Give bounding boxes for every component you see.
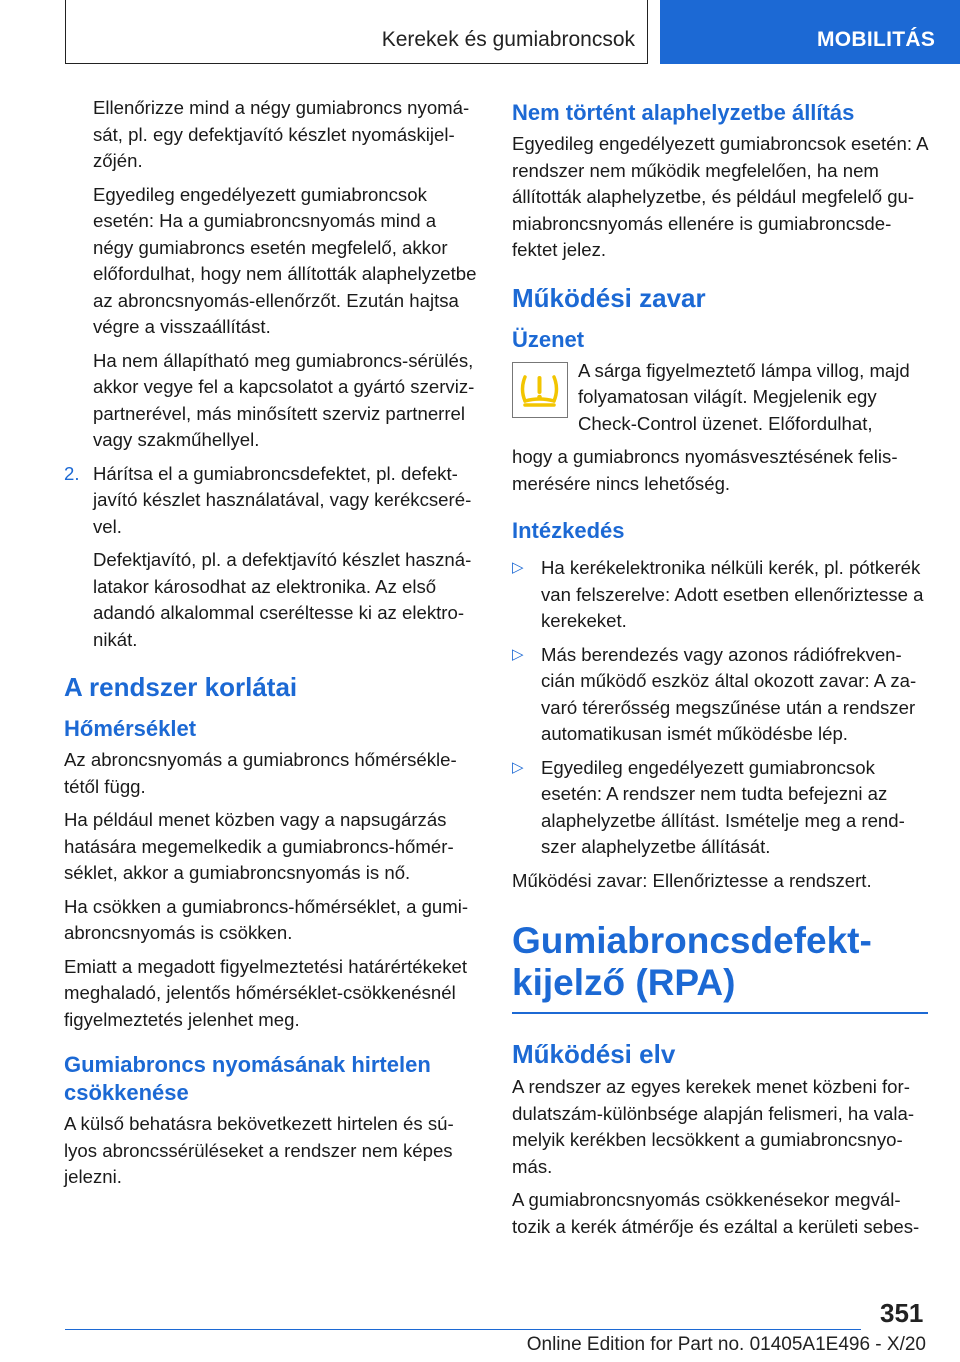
paragraph: Az abroncsnyomás a gumiabroncs hőmérsékletétől függ. <box>64 749 457 797</box>
heading-sudden-pressure-loss: Gumiabroncs nyomásának hirtelen csökkenése <box>64 1052 431 1105</box>
heading-rpa: Gumiabroncsdefekt-kijelző (RPA) <box>512 920 928 1014</box>
warning-text: A sárga figyelmeztető lámpa villog, majd folyamatosan világít. Megjelenik egy Check-Control üzenet. Előfordulhat, <box>578 359 910 434</box>
paragraph: Ellenőrizze mind a négy gumiabroncs nyomását, pl. egy defektjavító készlet nyomáskijelzőjén. <box>93 97 470 171</box>
paragraph: Ha például menet közben vagy a napsugárzás hatására megemelkedik a gumiabroncs-hőmérséklet, akkor a gumiabroncsnyomás is nő. <box>64 809 454 883</box>
heading-temperature: Hőmérséklet <box>64 716 197 741</box>
tire-pressure-warning-icon <box>512 362 568 418</box>
page-number: 351 <box>880 1298 924 1328</box>
triangle-bullet-icon: ▷ <box>512 559 524 576</box>
paragraph: Egyedileg engedélyezett gumiabroncsok esetén: A rendszer nem működik megfelelően, ha nem állították alaphelyzetbe, és például megfelelő gumiabroncsnyomás ellenére is gumiabroncsdefektet jelez. <box>512 133 928 260</box>
header-section-box <box>65 0 648 64</box>
bullet-item <box>512 755 928 861</box>
heading-no-reset: Nem történt alaphelyzetbe állítás <box>512 100 855 125</box>
warning-message-block <box>512 358 928 498</box>
bullet-text: Ha kerékelektronika nélküli kerék, pl. pótkerék van felszerelve: Adott esetben ellenőriztesse a kerekeket. <box>541 557 924 631</box>
page-header <box>0 0 960 66</box>
bullet-text: Egyedileg engedélyezett gumiabroncsok esetén: A rendszer nem tudta befejezni az alaphelyzetbe állítást. Ismételje meg a rendszer alaphelyzetbe állítását. <box>541 756 905 857</box>
paragraph: Ha csökken a gumiabroncs-hőmérséklet, a gumiabroncsnyomás is csökken. <box>64 895 469 943</box>
header-chapter-label: MOBILITÁS <box>817 28 936 51</box>
header-chapter-tab <box>660 0 960 64</box>
bullet-text: Más berendezés vagy azonos rádiófrekvencián működő eszköz által okozott zavar: A zavaró térerősség megszűnése után a rendszer automatikusan ismét működésbe lép. <box>541 643 917 744</box>
paragraph: Defektjavító, pl. a defektjavító készlet használatakor károsodhat az elektronika. Az első adandó alkalommal cseréltesse ki az elektronikát. <box>93 549 472 650</box>
paragraph: Ha nem állapítható meg gumiabroncs-sérülés, akkor vegye fel a kapcsolatot a gyártó szerviz-partnerével, más minősített szerviz partnerrel vagy szakműhellyel. <box>93 349 475 450</box>
warning-text-continued: hogy a gumiabroncs nyomásvesztésének felismerésére nincs lehetőség. <box>512 446 898 494</box>
left-column <box>64 95 478 1198</box>
heading-principle: Működési elv <box>512 1039 676 1069</box>
step-text: Hárítsa el a gumiabroncsdefektet, pl. defektjavító készlet használatával, vagy kerékcserével. <box>93 462 472 537</box>
paragraph: Emiatt a megadott figyelmeztetési határértékeket meghaladó, jelentős hőmérséklet-csökkenésnél figyelmeztetés jelenhet meg. <box>64 955 468 1030</box>
right-column <box>512 95 928 1247</box>
heading-malfunction: Működési zavar <box>512 282 706 313</box>
paragraph: Működési zavar: Ellenőriztesse a rendszert. <box>512 869 872 891</box>
heading-action: Intézkedés <box>512 518 625 543</box>
triangle-bullet-icon: ▷ <box>512 645 524 663</box>
footer-divider <box>65 1329 861 1330</box>
triangle-bullet-icon: ▷ <box>512 758 524 776</box>
step-number: 2. <box>64 462 80 484</box>
paragraph: Egyedileg engedélyezett gumiabroncsok esetén: Ha a gumiabroncsnyomás mind a négy gumiabroncs esetén megfelelő, akkor előfordulhat, hogy nem állították alaphelyzetbe az abroncsnyomás-ellenőrzőt. Ezután hajtsa végre a visszaállítást. <box>93 183 477 337</box>
heading-system-limits: A rendszer korlátai <box>64 672 298 702</box>
footer-edition: Online Edition for Part no. 01405A1E496 - X/20 <box>526 1334 926 1355</box>
numbered-step <box>64 461 478 541</box>
paragraph: A gumiabroncsnyomás csökkenésekor megváltozik a kerék átmérője és ezáltal a kerületi sebes- <box>512 1189 920 1237</box>
paragraph: A külső behatásra bekövetkezett hirtelen és súlyos abroncssérüléseket a rendszer nem képes jelezni. <box>64 1113 454 1187</box>
bullet-item <box>512 555 928 635</box>
header-section-title: Kerekek és gumiabroncsok <box>381 28 635 51</box>
heading-message: Üzenet <box>512 326 585 352</box>
paragraph: A rendszer az egyes kerekek menet közbeni fordulatszám-különbsége alapján felismeri, ha valamelyik kerékben lecsökkent a gumiabroncsnyomás. <box>512 1076 915 1177</box>
bullet-item <box>512 642 928 748</box>
